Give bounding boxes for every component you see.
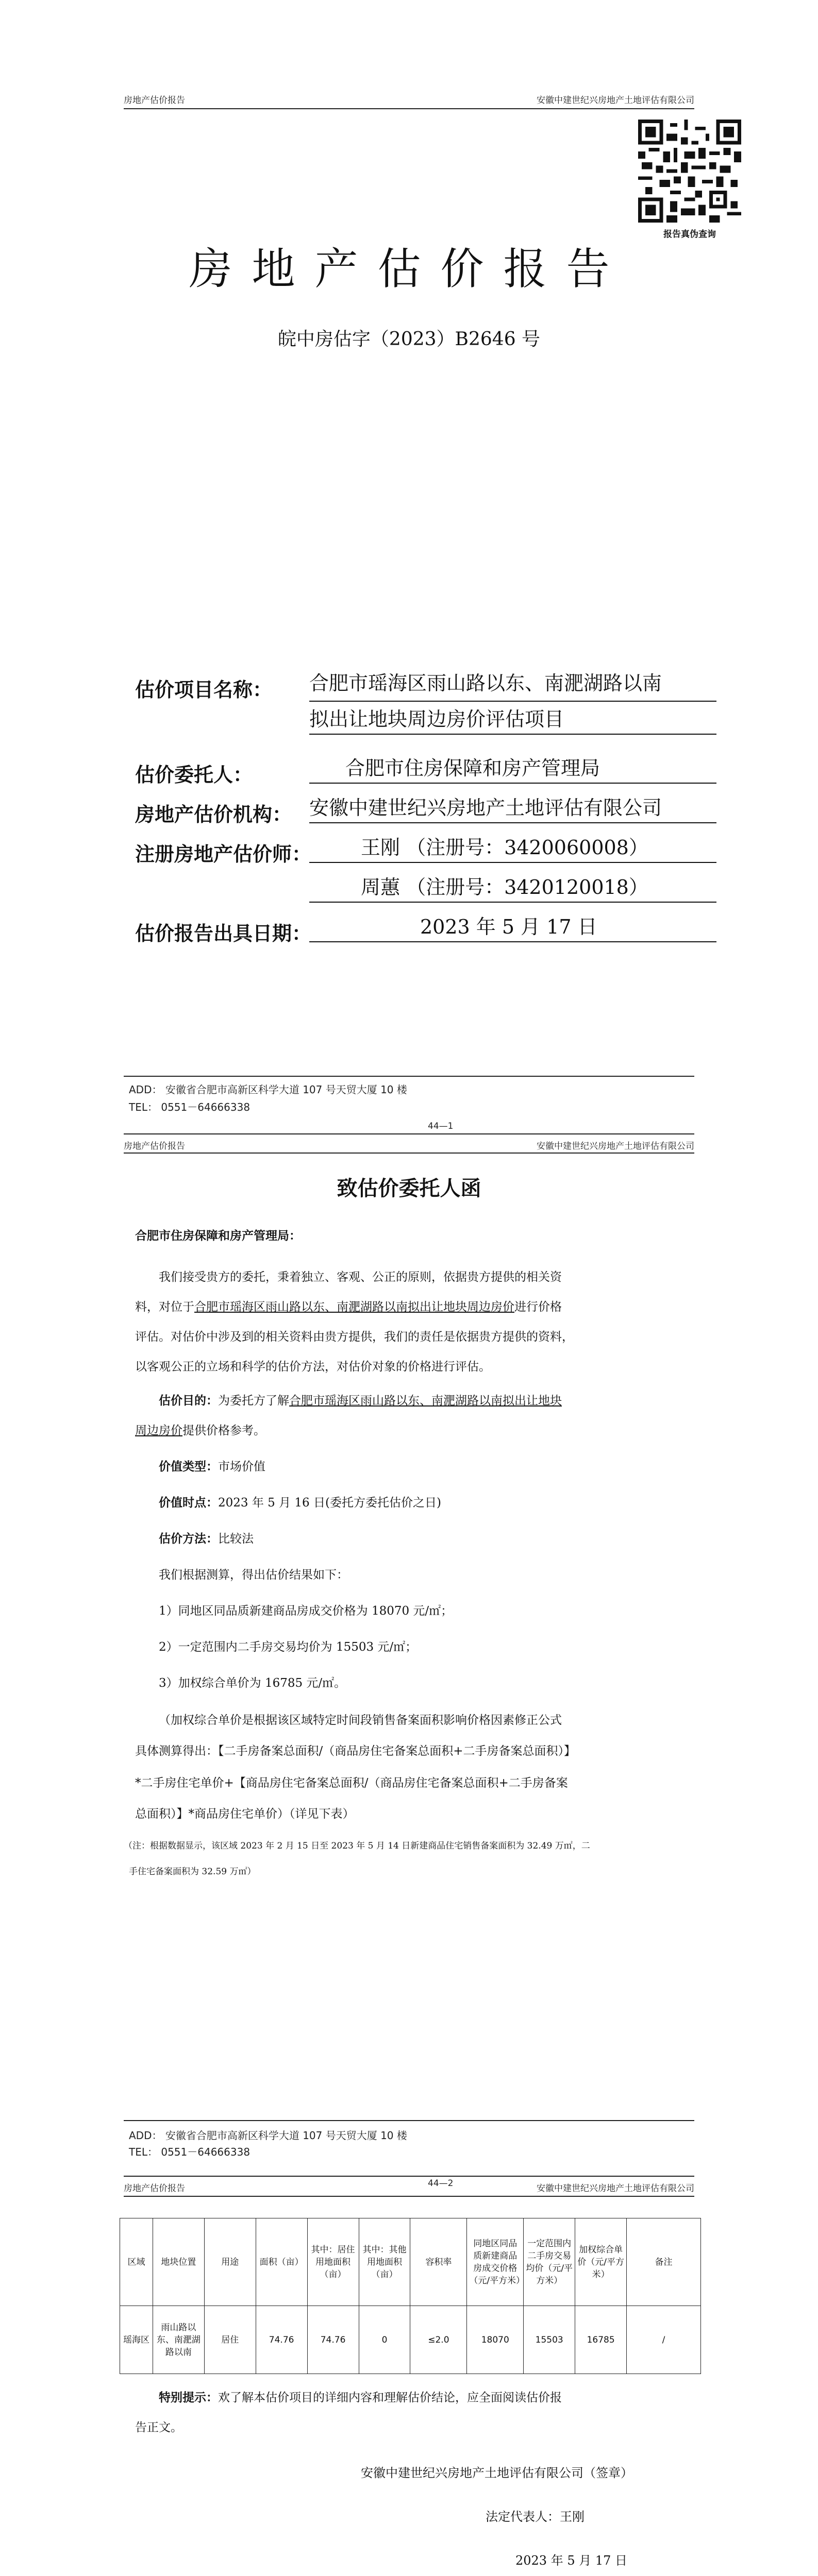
purpose-line-a: 估价目的：为委托方了解合肥市瑶海区雨山路以东、南淝湖路以南拟出让地块	[159, 1394, 562, 1408]
cell-far: ≤2.0	[410, 2306, 467, 2374]
closing-date: 2023 年 5 月 17 日	[515, 2553, 628, 2568]
project-name-line2: 拟出让地块周边房价评估项目	[309, 706, 716, 735]
col-header: 地块位置	[153, 2218, 204, 2306]
cell-location: 雨山路以东、南淝湖路以南	[153, 2306, 204, 2374]
formula-d: 总面积）】*商品房住宅单价）（详见下表）	[135, 1807, 355, 1821]
cell-new-price: 18070	[467, 2306, 524, 2374]
qr-caption: 报告真伪查询	[663, 229, 716, 240]
page2-top-rule	[124, 1133, 694, 1134]
note-a: （注：根据数据显示，该区域 2023 年 2 月 15 日至 2023 年 5 月 14 日新建商品住宅销售备案面积为 32.49 万㎡，二	[124, 1841, 590, 1851]
date-label: 估价报告出具日期：	[135, 922, 312, 945]
result-1: 1）同地区同品质新建商品房成交价格为 18070 元/㎡；	[159, 1604, 453, 1618]
letter-title: 致估价委托人函	[337, 1177, 481, 1200]
client-label: 估价委托人：	[135, 764, 253, 786]
result-2: 2）一定范围内二手房交易均价为 15503 元/㎡；	[159, 1640, 418, 1654]
project-label: 估价项目名称：	[135, 679, 273, 701]
table-row	[120, 2306, 701, 2374]
appraiser-2: 周蕙 （注册号：3420120018）	[309, 874, 716, 903]
header-left: 房地产估价报告	[124, 95, 185, 106]
cell-use: 居住	[204, 2306, 256, 2374]
agency-name: 安徽中建世纪兴房地产土地评估有限公司	[309, 794, 716, 823]
footer-address: ADD： 安徽省合肥市高新区科学大道 107 号天贸大厦 10 楼	[129, 1083, 407, 1096]
result-3: 3）加权综合单价为 16785 元/㎡。	[159, 1676, 346, 1690]
report-title: 房地产估价报告	[189, 244, 629, 294]
intro-line-b: 料，对位于合肥市瑶海区雨山路以东、南淝湖路以南拟出让地块周边房价进行价格	[135, 1300, 562, 1314]
purpose-line-b: 周边房价提供价格参考。	[135, 1424, 265, 1437]
method: 估价方法：比较法	[159, 1532, 254, 1546]
col-header: 区域	[120, 2218, 153, 2306]
header-right: 安徽中建世纪兴房地产土地评估有限公司	[537, 1141, 694, 1151]
footer-rule	[124, 1076, 694, 1077]
cell-other-area: 0	[359, 2306, 410, 2374]
footer-tel: TEL： 0551－64666338	[129, 2146, 251, 2158]
page-header	[124, 90, 694, 106]
special-note-a: 特别提示：欢了解本估价项目的详细内容和理解估价结论，应全面阅读估价报	[159, 2391, 562, 2404]
project-name-line1: 合肥市瑶海区雨山路以东、南淝湖路以南	[309, 672, 662, 694]
col-header: 同地区同品质新建商品房成交价格（元/平方米）	[467, 2218, 524, 2306]
project-underline-1	[309, 701, 716, 702]
header-left: 房地产估价报告	[124, 2183, 185, 2194]
col-header: 其中：居住用地面积（亩）	[307, 2218, 359, 2306]
col-header: 加权综合单价（元/平方米）	[575, 2218, 627, 2306]
intro-line-a: 我们接受贵方的委托，秉着独立、客观、公正的原则，依据贵方提供的相关资	[159, 1270, 562, 1284]
col-header: 其中：其他用地面积（亩）	[359, 2218, 410, 2306]
header-rule	[124, 108, 694, 109]
value-date: 价值时点：2023 年 5 月 16 日(委托方委托估价之日)	[159, 1496, 441, 1510]
page-number-1: 44—1	[428, 1121, 454, 1131]
appraiser-1: 王刚 （注册号：3420060008）	[309, 834, 716, 863]
page2-header	[124, 1136, 694, 1151]
col-header: 容积率	[410, 2218, 467, 2306]
header-left: 房地产估价报告	[124, 1141, 185, 1151]
cell-district: 瑶海区	[120, 2306, 153, 2374]
footer-address: ADD： 安徽省合肥市高新区科学大道 107 号天贸大厦 10 楼	[129, 2129, 407, 2142]
qr-code[interactable]	[638, 120, 741, 223]
note-b: 手住宅备案面积为 32.59 万㎡）	[129, 1867, 256, 1877]
report-code: 皖中房估字（2023）B2646 号	[277, 329, 541, 350]
company-signature: 安徽中建世纪兴房地产土地评估有限公司（签章）	[361, 2466, 633, 2480]
cell-area: 74.76	[256, 2306, 307, 2374]
intro-line-c: 评估。对估价中涉及到的相关资料由贵方提供，我们的责任是依据贵方提供的资料，	[135, 1330, 574, 1344]
client-name: 合肥市住房保障和房产管理局	[309, 755, 716, 784]
col-header: 一定范围内二手房交易均价（元/平方米）	[524, 2218, 575, 2306]
formula-a: （加权综合单价是根据该区域特定时间段销售备案面积影响价格因素修正公式	[159, 1714, 562, 1727]
result-intro: 我们根据测算，得出估价结果如下：	[159, 1568, 348, 1582]
legal-representative: 法定代表人：王刚	[486, 2510, 585, 2524]
header-right: 安徽中建世纪兴房地产土地评估有限公司	[537, 2183, 694, 2194]
col-header: 面积（亩）	[256, 2218, 307, 2306]
special-note-b: 告正文。	[135, 2421, 182, 2434]
page-number-2: 44—2	[428, 2178, 454, 2189]
page3-top-rule	[124, 2176, 694, 2177]
footer-tel: TEL： 0551－64666338	[129, 1101, 251, 1113]
header-rule	[124, 1153, 694, 1154]
col-header: 备注	[627, 2218, 701, 2306]
appraiser-label: 注册房地产估价师：	[135, 843, 312, 866]
agency-label: 房地产估价机构：	[135, 803, 292, 826]
page3-header	[124, 2178, 694, 2194]
formula-b: 具体测算得出：【二手房备案总面积/（商品房住宅备案总面积+二手房备案总面积）】	[135, 1744, 576, 1758]
cell-weighted-price: 16785	[575, 2306, 627, 2374]
footer-rule	[124, 2120, 694, 2121]
header-right: 安徽中建世纪兴房地产土地评估有限公司	[537, 95, 694, 106]
issue-date: 2023 年 5 月 17 日	[309, 913, 716, 942]
col-header: 用途	[204, 2218, 256, 2306]
intro-line-d: 以客观公正的立场和科学的估价方法，对估价对象的价格进行评估。	[135, 1360, 491, 1374]
value-type: 价值类型：市场价值	[159, 1460, 265, 1473]
cell-second-hand-price: 15503	[524, 2306, 575, 2374]
valuation-table	[120, 2218, 701, 2374]
formula-c: *二手房住宅单价+【商品房住宅备案总面积/（商品房住宅备案总面积+二手房备案	[135, 1776, 568, 1790]
cell-remark: /	[627, 2306, 701, 2374]
cell-residential-area: 74.76	[307, 2306, 359, 2374]
table-header-row	[120, 2218, 701, 2306]
header-rule	[124, 2196, 694, 2197]
addressee: 合肥市住房保障和房产管理局：	[135, 1229, 301, 1243]
